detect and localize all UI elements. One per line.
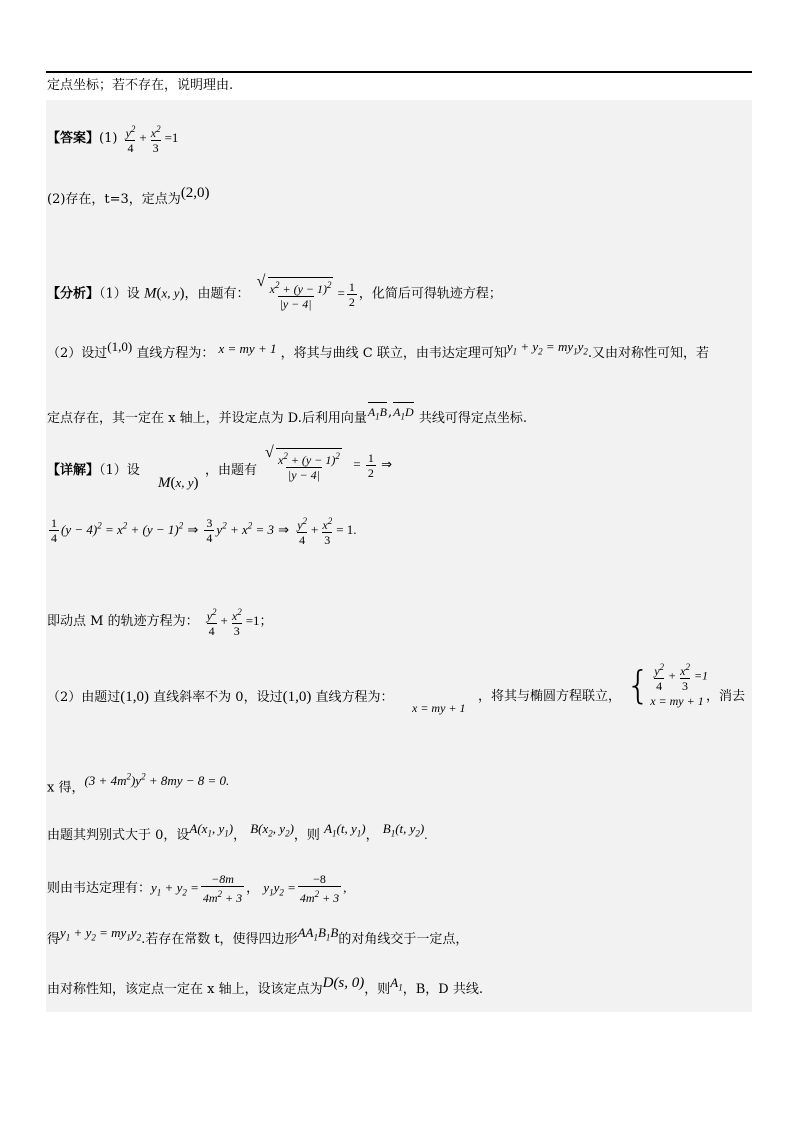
detail-eq-1-frac: √ $\frac{x^2 + (y - 1)^2}{|y - 4|}$	[264, 448, 344, 482]
detail-line-3: 即动点 M 的轨迹方程为： $\frac{y^2}{4}$ + $\frac{x^2}{3}$ =1；	[47, 607, 273, 638]
detail-l4-c: 直线方程为：	[315, 690, 394, 705]
analysis-l1-c: ，化简后可得轨迹方程；	[358, 286, 502, 302]
detail-eq-3-frac2: $\frac{x^2}{3}$	[231, 607, 242, 638]
text-line-top: 定点坐标；若不存在，说明理由.	[47, 78, 234, 93]
detail-l6-b: ，	[233, 828, 247, 843]
answer-part2: (2)存在，t=3，定点为	[47, 192, 181, 207]
detail-line-7: 则由韦达定理有：$y_1 + y_2$ = $\frac{-8m}{4m^2 + 3}$ ， $y_1y_2$ = $\frac{-8}{4m^2 + 3}$ ,	[47, 872, 347, 905]
detail-l1-a: （1）设	[99, 463, 140, 478]
detail-line-8: 得$y_1 + y_2 = my_1y_2$.若存在常数 t，使得四边形$AA_1B_1B$的对角线交于一定点，	[47, 925, 469, 947]
detail-l9-c: ，B，D 共线.	[402, 982, 483, 997]
answer-label: 【答案】	[47, 131, 100, 146]
detail-label: 【详解】	[47, 463, 100, 478]
analysis-l2-c: ，将其与曲线 C 联立，由韦达定理可知	[280, 346, 507, 361]
detail-eq-7-frac1: $\frac{-8m}{4m^2 + 3}$	[202, 872, 243, 905]
answer-part1-prefix: (1)	[99, 131, 118, 146]
detail-l4-e: ，消去	[706, 689, 746, 704]
detail-l1-b: ，由题有	[205, 463, 258, 478]
detail-line-1-m: M(x, y)	[158, 475, 199, 491]
brace-icon: {	[626, 662, 651, 707]
answer-eq-frac1: $\frac{y^2}{4}$	[125, 124, 136, 155]
detail-l9-b: ，则	[364, 982, 391, 997]
detail-l7-b: ，	[246, 881, 260, 896]
detail-line-2: $\frac{1}{4}$ $(y - 4)^2 = x^2 + (y - 1)^2$ ⇒ $\frac{3}{4}$ $y^2 + x^2 = 3$ ⇒ $\frac{y^2}{4}$ + $\frac{x^2}{3}$ = 1.	[51, 516, 357, 547]
analysis-line-1: 【分析】（1）设 M(x, y)，由题有： √ $\frac{x^2 + (y - 1)^2}{|y - 4|}$ = $\frac{1}{2}$ ，化简后可得轨迹方程；	[47, 277, 502, 311]
detail-l8-b: .若存在常数 t，使得四边形	[141, 932, 298, 947]
detail-eq-2-threequarter: $\frac{3}{4}$	[206, 516, 213, 545]
detail-l4-b: 直线斜率不为 0，设过	[153, 690, 283, 705]
detail-line-6: 由题其判别式大于 0，设$A(x_1$, $y_1$)， $B(x_2$, $y_2$)，则 $A_1(t$, $y_1$)， $B_1(t$, $y_2$).	[47, 821, 428, 843]
detail-line-9: 由对称性知，该定点一定在 x 轴上，设该定点为D(s, 0)，则$A_1$，B，D 共线.	[47, 975, 483, 997]
answer-eq-frac2: $\frac{x^2}{3}$	[150, 124, 161, 155]
analysis-eq-half: $\frac{1}{2}$	[348, 279, 355, 309]
analysis-l2-d: .又由对称性可知，若	[587, 346, 710, 361]
detail-line-1-b	[205, 462, 257, 480]
analysis-l2-b: 直线方程为：	[136, 346, 215, 361]
detail-l6-c: ，则	[293, 828, 320, 843]
detail-eq-3-frac1: $\frac{y^2}{4}$	[206, 607, 217, 638]
detail-l4-d: ，将其与椭圆方程联立，	[478, 689, 622, 704]
analysis-l3-a: 定点存在，其一定在 x 轴上，并设定点为 D.后利用向量	[47, 411, 367, 426]
detail-l3: 即动点 M 的轨迹方程为：	[47, 614, 199, 629]
analysis-l1-a: （1）设	[99, 286, 140, 302]
detail-l8-c: 的对角线交于一定点，	[338, 932, 469, 947]
analysis-line-3: 定点存在，其一定在 x 轴上，并设定点为 D.后利用向量$A_1B,A_1D$ 共线可得定点坐标.	[47, 402, 527, 428]
analysis-label: 【分析】	[47, 286, 100, 302]
detail-line-4: （2）由题过(1,0) 直线斜率不为 0，设过(1,0) 直线方程为：	[47, 689, 394, 705]
analysis-l3-b: 共线可得定点坐标.	[418, 411, 527, 426]
analysis-l1-b: ，由题有：	[184, 286, 250, 302]
detail-eq-2-frac2: $\frac{x^2}{3}$	[322, 516, 333, 547]
detail-l6-d: ，	[365, 828, 379, 843]
analysis-line-2: （2）设过(1,0) 直线方程为： x = my + 1 ，将其与曲线 C 联立，由韦达定理可知$y_1 + y_2 = my_1y_2$.又由对称性可知，若	[47, 339, 710, 361]
detail-l4-a: （2）由题过	[47, 690, 121, 705]
detail-line-4-eq: x = my + 1	[412, 701, 466, 715]
detail-l6-a: 由题其判别式大于 0，设	[47, 828, 190, 843]
detail-l9-a: 由对称性知，该定点一定在 x 轴上，设该定点为	[47, 982, 323, 997]
detail-l5-a: x 得，	[47, 780, 85, 796]
detail-system	[626, 660, 708, 709]
detail-line-4-d	[478, 688, 621, 706]
analysis-eq-frac: √ $\frac{x^2 + (y - 1)^2}{|y - 4|}$	[256, 277, 336, 311]
detail-eq-1: √ $\frac{x^2 + (y - 1)^2}{|y - 4|}$ = $\frac{1}{2}$ ⇒	[262, 448, 392, 482]
detail-line-5: x 得，$(3 + 4m^2)y^2 + 8my - 8 = 0$.	[47, 772, 230, 796]
detail-line-1	[47, 462, 140, 480]
header-rule	[46, 71, 752, 73]
detail-eq-1-half: $\frac{1}{2}$	[367, 450, 374, 480]
detail-l8-a: 得	[47, 932, 61, 947]
detail-eq-2-quarter: $\frac{1}{4}$	[51, 516, 57, 545]
detail-eq-2-frac1: $\frac{y^2}{4}$	[297, 516, 308, 547]
answer-line-2	[47, 184, 210, 209]
analysis-l2-a: （2）设过	[47, 346, 108, 361]
detail-line-4-e	[706, 688, 745, 706]
answer-point: (2,0)	[180, 185, 210, 201]
answer-line-1: 【答案】(1) $\frac{y^2}{4}$ + $\frac{x^2}{3}$ =1	[47, 124, 179, 155]
detail-eq-7-frac2: $\frac{-8}{4m^2 + 3}$	[299, 872, 340, 905]
system-equations: $\frac{y^2}{4}$ + $\frac{x^2}{3}$ =1 x = my + 1	[650, 662, 709, 708]
detail-l7-a: 则由韦达定理有：	[47, 881, 152, 896]
